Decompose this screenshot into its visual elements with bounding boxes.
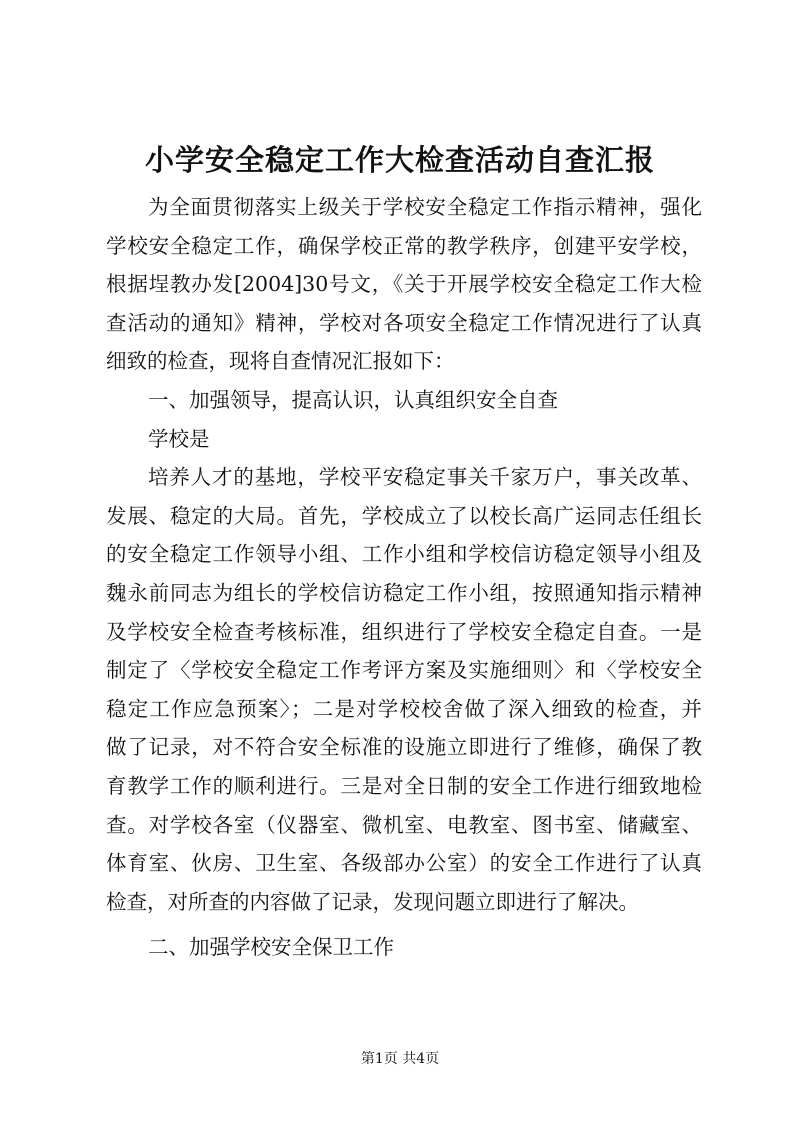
body-line: 体育室、伙房、卫生室、各级部办公室）的安全工作进行了认真 [106, 851, 702, 876]
body-line: 魏永前同志为组长的学校信访稳定工作小组，按照通知指示精神 [106, 580, 702, 605]
body-line: 稳定工作应急预案〉；二是对学校校舍做了深入细致的检查，并 [106, 696, 702, 721]
body-line: 及学校安全检查考核标准，组织进行了学校安全稳定自查。一是 [106, 619, 702, 644]
body-line: 学校是 [148, 426, 210, 451]
body-line: 育教学工作的顺利进行。三是对全日制的安全工作进行细致地检 [106, 773, 702, 798]
document-body [106, 188, 702, 967]
body-line: 培养人才的基地，学校平安稳定事关千家万户，事关改革、 [148, 465, 702, 490]
body-line: 发展、稳定的大局。首先，学校成立了以校长高广运同志任组长 [106, 503, 702, 528]
body-line: 的安全稳定工作领导小组、工作小组和学校信访稳定领导小组及 [106, 542, 702, 567]
body-line: 查活动的通知》精神，学校对各项安全稳定工作情况进行了认真 [106, 310, 702, 335]
section-heading-1: 一、加强领导，提高认识，认真组织安全自查 [148, 387, 558, 412]
body-line: 做了记录，对不符合安全标准的设施立即进行了维修，确保了教 [106, 735, 702, 760]
body-line: 学校安全稳定工作，确保学校正常的教学秩序，创建平安学校， [106, 233, 702, 258]
body-line: 为全面贯彻落实上级关于学校安全稳定工作指示精神，强化 [148, 195, 702, 219]
section-heading-2: 二、加强学校安全保卫工作 [148, 935, 394, 960]
page-footer: 第1页 共4页 [360, 1051, 440, 1067]
body-line: 检查，对所查的内容做了记录，发现问题立即进行了解决。 [106, 889, 639, 914]
body-line: 根据埕教办发[2004]30号文，《关于开展学校安全稳定工作大检 [106, 272, 702, 297]
body-line: 制定了〈学校安全稳定工作考评方案及实施细则〉和〈学校安全 [106, 658, 702, 683]
body-line: 查。对学校各室（仪器室、微机室、电教室、图书室、储藏室、 [106, 812, 702, 837]
body-line: 细致的检查，现将自查情况汇报如下： [106, 349, 455, 374]
document-title: 小学安全稳定工作大检查活动自查汇报 [144, 143, 655, 177]
